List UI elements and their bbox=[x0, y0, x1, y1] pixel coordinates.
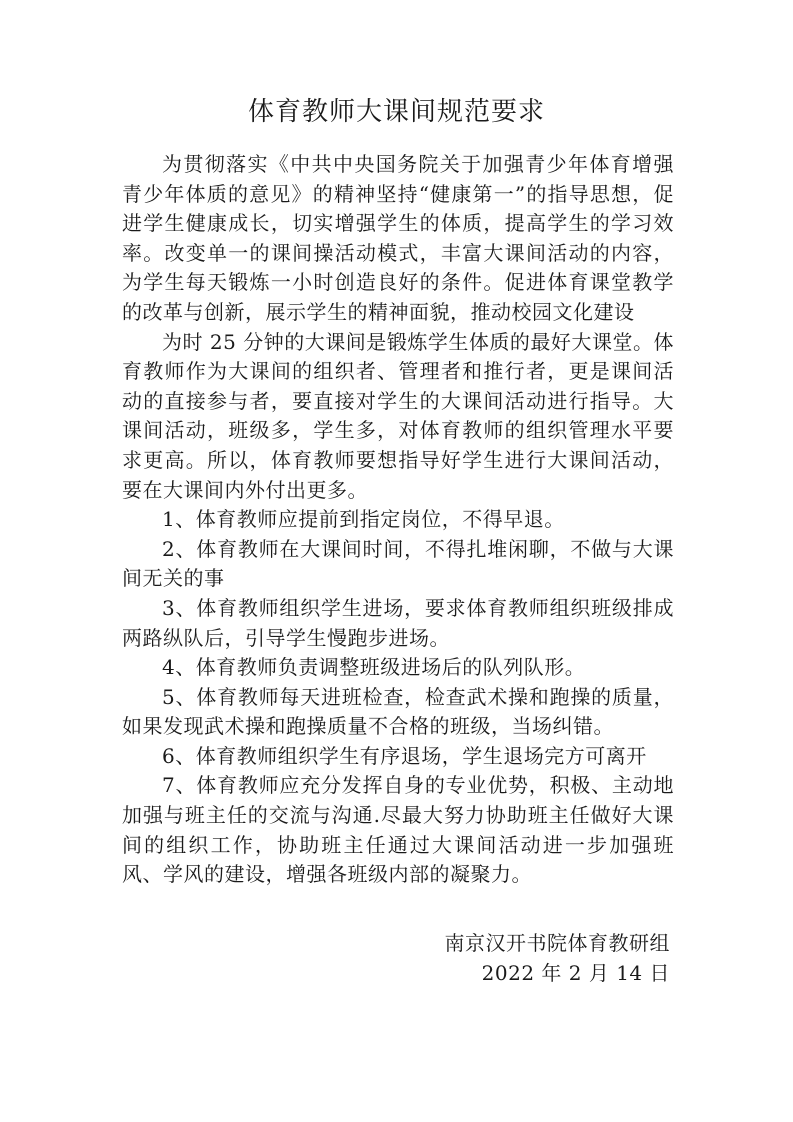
rule-item-1: 1、体育教师应提前到指定岗位，不得早退。 bbox=[162, 507, 565, 532]
document-body bbox=[122, 150, 674, 890]
rule-item-2: 2、体育教师在大课间时间，不得扎堆闲聊，不做与大课间无关的事 bbox=[122, 536, 674, 591]
context-paragraph: 为时 25 分钟的大课间是锻炼学生体质的最好大课堂。体育教师作为大课间的组织者、管理者和推行者，更是课间活动的直接参与者，要直接对学生的大课间活动进行指导。大课间活动，班级多，学生多，对体育教师的组织管理水平要求更高。所以，体育教师要想指导好学生进行大课间活动，要在大课间内外付出更多。 bbox=[122, 329, 674, 502]
signature-organization: 南京汉开书院体育教研组 bbox=[444, 931, 670, 955]
document-title: 体育教师大课间规范要求 bbox=[247, 97, 545, 127]
rule-item-7: 7、体育教师应充分发挥自身的专业优势，积极、主动地加强与班主任的交流与沟通.尽最大努力协助班主任做好大课间的组织工作，协助班主任通过大课间活动进一步加强班风、学风的建设，增强各班级内部的凝聚力。 bbox=[122, 773, 674, 887]
rule-item-3: 3、体育教师组织学生进场，要求体育教师组织班级排成两路纵队后，引导学生慢跑步进场。 bbox=[122, 595, 674, 650]
signature-date: 2022 年 2 月 14 日 bbox=[481, 961, 670, 985]
rule-item-4: 4、体育教师负责调整班级进场后的队列队形。 bbox=[162, 655, 586, 680]
intro-paragraph: 为贯彻落实《中共中央国务院关于加强青少年体育增强青少年体质的意见》的精神坚持“健康第一”的指导思想，促进学生健康成长，切实增强学生的体质，提高学生的学习效率。改变单一的课间操活动模式，丰富大课间活动的内容，为学生每天锻炼一小时创造良好的条件。促进体育课堂教学的改革与创新，展示学生的精神面貌，推动校园文化建设 bbox=[122, 152, 674, 324]
rule-item-5: 5、体育教师每天进班检查，检查武术操和跑操的质量，如果发现武术操和跑操质量不合格的班级，当场纠错。 bbox=[122, 684, 674, 739]
signature-block bbox=[122, 928, 670, 988]
rule-item-6: 6、体育教师组织学生有序退场，学生退场完方可离开 bbox=[162, 743, 647, 768]
